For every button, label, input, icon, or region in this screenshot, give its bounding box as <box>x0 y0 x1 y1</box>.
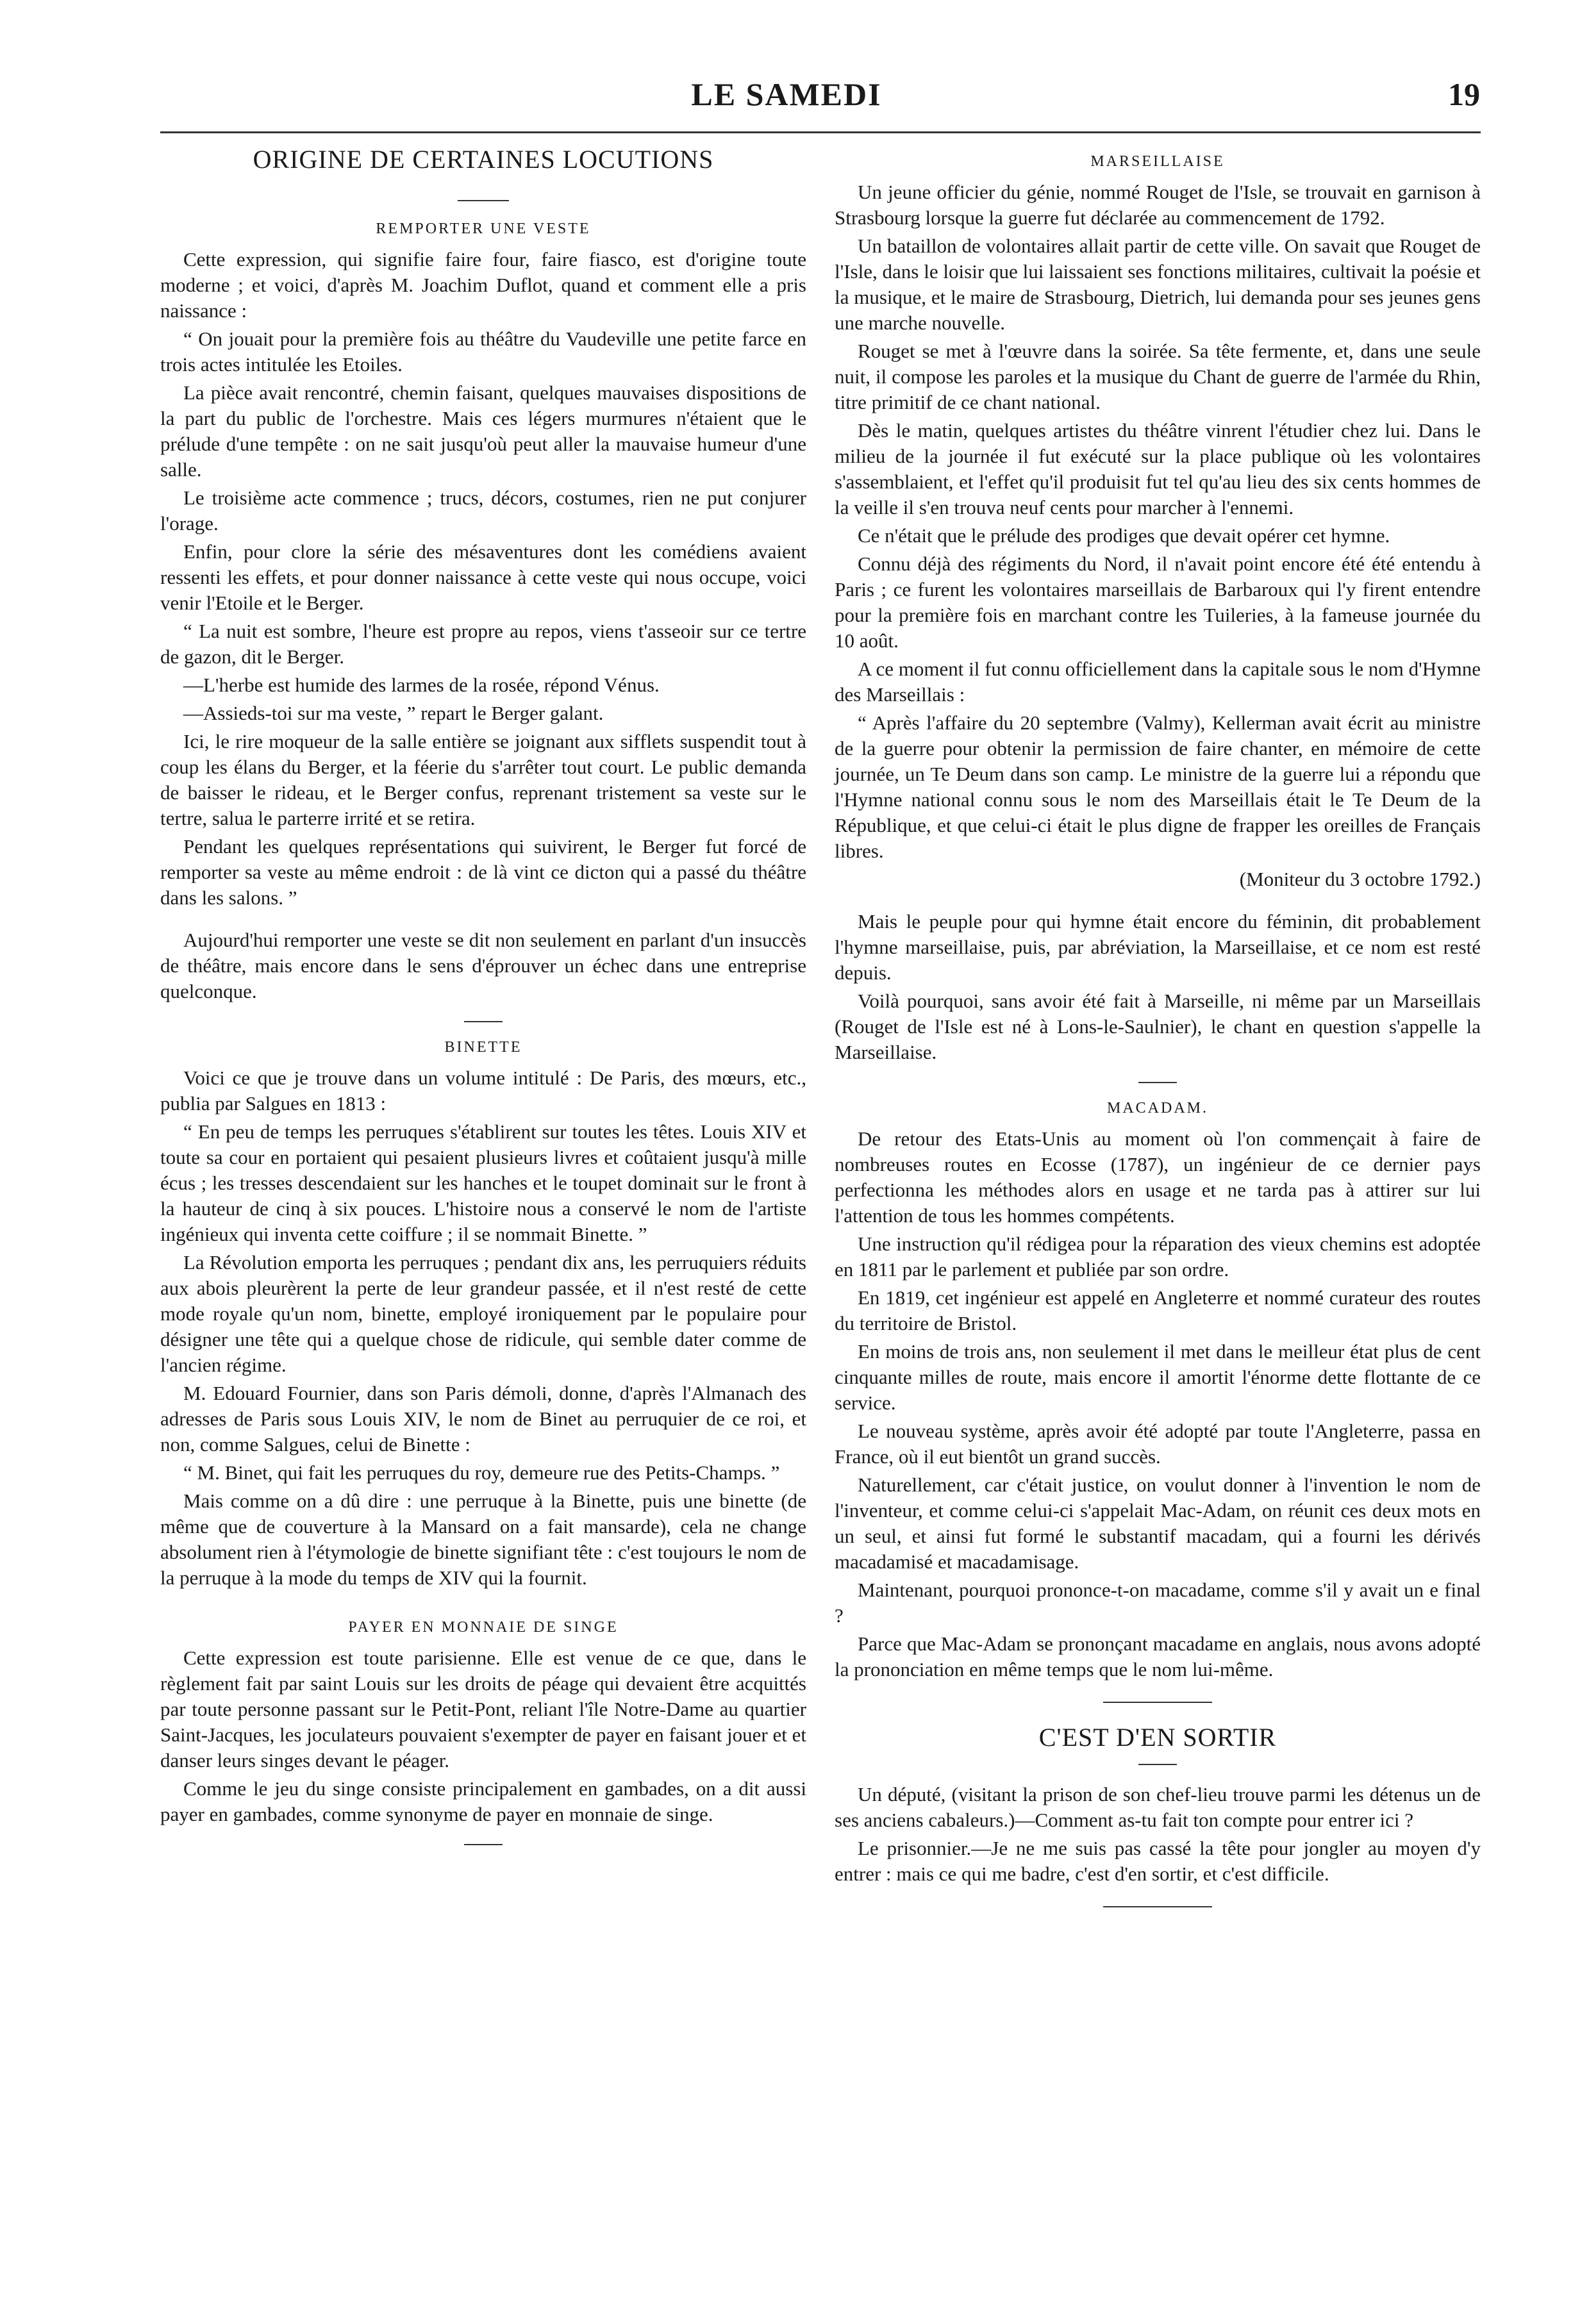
paragraph: “ La nuit est sombre, l'heure est propre au repos, viens t'asseoir sur ce tertre de gazon, dit le Berger. <box>160 620 806 668</box>
paragraph: Un bataillon de volontaires allait partir de cette ville. On savait que Rouget de l'Isle, dans le loisir que lui laissaient ses fonctions militaires, cultivait la poésie et la musique, et le maire de Strasbourg, Dietrich, lui demanda pour ses jeunes gens une marche nouvelle. <box>835 235 1481 334</box>
paragraph: Le nouveau système, après avoir été adopté par toute l'Angleterre, passa en France, où il eut bientôt un grand succès. <box>835 1420 1481 1468</box>
divider <box>464 1844 503 1845</box>
page-header <box>0 76 1573 127</box>
article-heading: PAYER EN MONNAIE DE SINGE <box>348 1619 619 1636</box>
section-title: ORIGINE DE CERTAINES LOCUTIONS <box>253 145 714 174</box>
article-heading: BINETTE <box>444 1039 522 1056</box>
paragraph: M. Edouard Fournier, dans son Paris démoli, donne, d'après l'Almanach des adresses de Paris sous Louis XIV, le nom de Binet au perruquier de ce roi, et non, comme Salgues, celui de Binette : <box>160 1382 806 1456</box>
paragraph: Comme le jeu du singe consiste principalement en gambades, on a dit aussi payer en gambades, comme synonyme de payer en monnaie de singe. <box>160 1777 806 1825</box>
paragraph: Cette expression, qui signifie faire four, faire fiasco, est d'origine toute moderne ; et voici, d'après M. Joachim Duflot, quand et comment elle a pris naissance : <box>160 248 806 322</box>
paragraph: Mais le peuple pour qui hymne était encore du féminin, dit probablement l'hymne marseillaise, puis, par abréviation, la Marseillaise, et ce nom est resté depuis. <box>835 910 1481 984</box>
paragraph: Voici ce que je trouve dans un volume intitulé : De Paris, des mœurs, etc., publia par Salgues en 1813 : <box>160 1067 806 1115</box>
paragraph: Enfin, pour clore la série des mésaventures dont les comédiens avaient ressenti les effets, et pour donner naissance à cette veste qui nous occupe, voici venir l'Etoile et le Berger. <box>160 540 806 614</box>
divider <box>1138 1082 1177 1083</box>
paragraph: Une instruction qu'il rédigea pour la réparation des vieux chemins est adoptée en 1811 par le parlement et publiée par son ordre. <box>835 1233 1481 1281</box>
paragraph: Voilà pourquoi, sans avoir été fait à Marseille, ni même par un Marseillais (Rouget de l'Isle est né à Lons-le-Saulnier), le chant en question s'appelle la Marseillaise. <box>835 990 1481 1063</box>
paragraph: Parce que Mac-Adam se prononçant macadame en anglais, nous avons adopté la prononciation en même temps que le nom lui-même. <box>835 1632 1481 1681</box>
paragraph: Le prisonnier.—Je ne me suis pas cassé la tête pour jongler au moyen d'y entrer : mais ce qui me badre, c'est d'en sortir, et c'est difficile. <box>835 1837 1481 1885</box>
right-column <box>835 138 1481 1927</box>
paragraph: “ Après l'affaire du 20 septembre (Valmy), Kellerman avait écrit au ministre de la guerre pour obtenir la permission de faire chanter, en mémoire de cette journée, un Te Deum dans son camp. Le ministre de la guerre lui a répondu que l'Hymne national connu sous le nom des Marseillais était le Te Deum de la République, et que celui-ci était le plus digne de frapper les oreilles de Français libres. <box>835 711 1481 862</box>
paragraph: Maintenant, pourquoi prononce-t-on macadame, comme s'il y avait un e final ? <box>835 1579 1481 1627</box>
paragraph: —Assieds-toi sur ma veste, ” repart le Berger galant. <box>183 702 604 724</box>
article-title: C'EST D'EN SORTIR <box>1038 1723 1277 1752</box>
paragraph: Naturellement, car c'était justice, on voulut donner à l'invention le nom de l'inventeur, et comme celui-ci s'appelait Mac-Adam, on réunit ces deux mots en un seul, et ainsi fut formé le substantif macadam, qui a fourni les dérivés macadamisé et macadamisage. <box>835 1473 1481 1573</box>
running-title: LE SAMEDI <box>691 76 882 112</box>
citation: (Moniteur du 3 octobre 1792.) <box>1239 868 1481 890</box>
article-heading: REMPORTER UNE VESTE <box>376 220 591 237</box>
article-heading: MARSEILLAISE <box>1090 153 1225 170</box>
paragraph: Aujourd'hui remporter une veste se dit non seulement en parlant d'un insuccès de théâtre, mais encore dans le sens d'éprouver un échec dans une entreprise quelconque. <box>160 929 806 1002</box>
paragraph: “ M. Binet, qui fait les perruques du roy, demeure rue des Petits-Champs. ” <box>183 1461 780 1484</box>
header-rule <box>160 131 1481 133</box>
paragraph: Dès le matin, quelques artistes du théâtre vinrent l'étudier chez lui. Dans le milieu de la journée il fut exécuté sur la place publique où les volontaires s'assemblaient, et l'effet qu'il produisit fut tel qu'au lieu des six cents hommes de la veille il s'en trouva neuf cents pour marcher à l'ennemi. <box>835 419 1481 519</box>
paragraph: Rouget se met à l'œuvre dans la soirée. Sa tête fermente, et, dans une seule nuit, il compose les paroles et la musique du Chant de guerre de l'armée du Rhin, titre primitif de ce chant national. <box>835 340 1481 413</box>
paragraph: En moins de trois ans, non seulement il met dans le meilleur état plus de cent cinquante milles de route, mais encore il amortit l'énorme dette flottante de ce service. <box>835 1340 1481 1414</box>
paragraph: De retour des Etats-Unis au moment où l'on commençait à faire de nombreuses routes en Ecosse (1787), un ingénieur de ce dernier pays perfectionna les méthodes alors en usage et ne tarda pas à attirer sur lui l'attention de tous les hommes compétents. <box>835 1127 1481 1227</box>
paragraph: Ce n'était que le prélude des prodiges que devait opérer cet hymne. <box>858 524 1390 547</box>
paragraph: “ On jouait pour la première fois au théâtre du Vaudeville une petite farce en trois actes intitulée les Etoiles. <box>160 328 806 376</box>
paragraph: —L'herbe est humide des larmes de la rosée, répond Vénus. <box>183 674 660 696</box>
paragraph: En 1819, cet ingénieur est appelé en Angleterre et nommé curateur des routes du territoire de Bristol. <box>835 1286 1481 1334</box>
paragraph: La Révolution emporta les perruques ; pendant dix ans, les perruquiers réduits aux abois pleurèrent la perte de leur grandeur passée, et il n'est resté de cette mode royale qu'un nom, binette, employé ironiquement par le populaire pour désigner une tête qui a quelque chose de ridicule, qui semble dater comme de l'ancien régime. <box>160 1251 806 1376</box>
divider <box>458 200 509 201</box>
paragraph: La pièce avait rencontré, chemin faisant, quelques mauvaises dispositions de la part du public de l'orchestre. Mais ces légers murmures n'étaient que le prélude d'une tempête : on ne sait jusqu'où peut aller la mauvaise humeur d'une salle. <box>160 381 806 481</box>
paragraph: Mais comme on a dû dire : une perruque à la Binette, puis une binette (de même que de couverture à la Mansard on a fait mansarde), cela ne change absolument rien à l'étymologie de binette signifiant tête : c'est toujours le nom de la perruque à la mode du temps de XIV qui la fournit. <box>160 1490 806 1589</box>
paragraph: “ En peu de temps les perruques s'établirent sur toutes les têtes. Louis XIV et toute sa cour en portaient qui pesaient plusieurs livres et coûtaient jusqu'à mille écus ; les tresses descendaient sur les hanches et le toupet dominait sur le front à la hauteur de cinq à six pouces. L'histoire nous a conservé le nom de l'artiste ingénieux qui inventa cette coiffure ; il se nommait Binette. ” <box>160 1120 806 1245</box>
divider <box>1103 1906 1212 1907</box>
paragraph: Cette expression est toute parisienne. Elle est venue de ce que, dans le règlement fait par saint Louis sur les droits de péage qui devaient être acquittés par toute personne passant sur le Petit-Pont, reliant l'île Notre-Dame au quartier Saint-Jacques, les joculateurs pouvaient s'exempter de payer en faisant jouer et et danser leurs singes devant le péager. <box>160 1647 806 1772</box>
paragraph: A ce moment il fut connu officiellement dans la capitale sous le nom d'Hymne des Marseillais : <box>835 658 1481 706</box>
paragraph: Un jeune officier du génie, nommé Rouget de l'Isle, se trouvait en garnison à Strasbourg lorsque la guerre fut déclarée au commencement de 1792. <box>835 181 1481 229</box>
divider <box>1138 1764 1177 1765</box>
page-number: 19 <box>1448 76 1480 112</box>
paragraph: Le troisième acte commence ; trucs, décors, costumes, rien ne put conjurer l'orage. <box>160 486 806 535</box>
paragraph: Connu déjà des régiments du Nord, il n'avait point encore été été entendu à Paris ; ce furent les volontaires marseillais de Barbaroux qui l'y firent entendre pour la première fois en marchant contre les Tuileries, à la fameuse journée du 10 août. <box>835 552 1481 652</box>
divider <box>1103 1702 1212 1703</box>
paragraph: Pendant les quelques représentations qui suivirent, le Berger fut forcé de remporter sa veste au même endroit : de là vint ce dicton qui a passé du théâtre dans les salons. ” <box>160 835 806 909</box>
article-heading: MACADAM. <box>1106 1100 1208 1116</box>
divider <box>464 1021 503 1022</box>
paragraph: Un député, (visitant la prison de son chef-lieu trouve parmi les détenus un de ses anciens cabaleurs.)—Comment as-tu fait ton compte pour entrer ici ? <box>835 1783 1481 1831</box>
left-column <box>160 138 806 1862</box>
paragraph: Ici, le rire moqueur de la salle entière se joignant aux sifflets suspendit tout à coup les élans du Berger, et la féerie du s'arrêter tout court. Le public demanda de baisser le rideau, et le Berger confus, reprenant tristement sa veste sur le tertre, salua le parterre irrité et se retira. <box>160 730 806 829</box>
